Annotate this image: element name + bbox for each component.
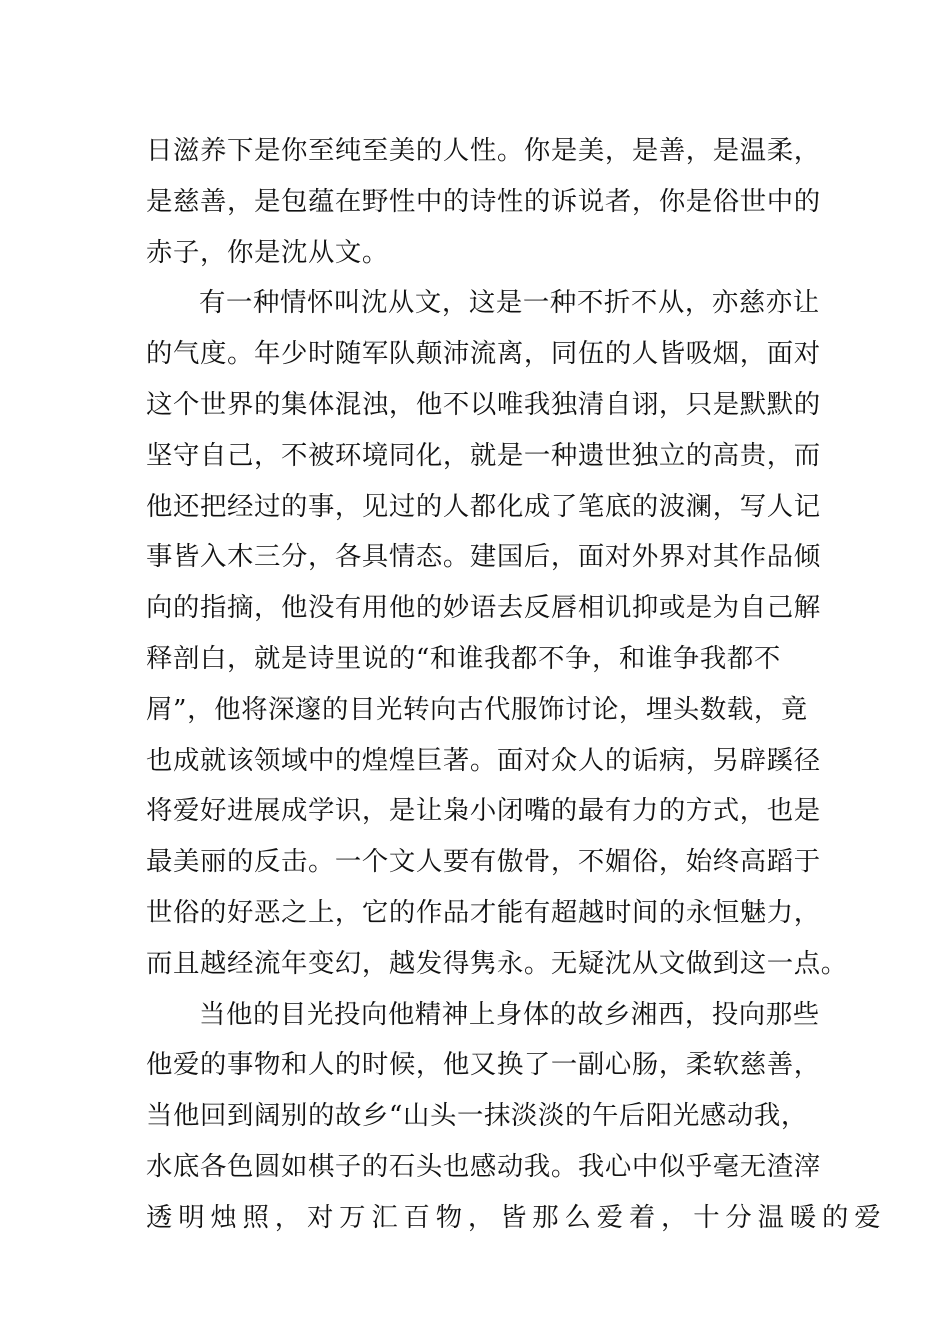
- paragraph-first-line: 当他的目光投向他精神上身体的故乡湘西，投向那些: [199, 998, 820, 1030]
- text-line: 而且越经流年变幻，越发得隽永。无疑沈从文做到这一点。: [146, 947, 848, 979]
- body-text: [146, 126, 887, 1244]
- text-line: 他还把经过的事，见过的人都化成了笔底的波澜，写人记: [146, 490, 821, 522]
- text-line: 屑”，他将深邃的目光转向古代服饰讨论，埋头数载，竟: [146, 693, 808, 725]
- text-line: 的气度。年少时随军队颠沛流离，同伍的人皆吸烟，面对: [146, 338, 821, 370]
- text-line: 向的指摘，他没有用他的妙语去反唇相讥抑或是为自己解: [146, 592, 821, 624]
- text-line: 世俗的好恶之上，它的作品才能有超越时间的永恒魅力，: [146, 896, 821, 928]
- text-line: 他爱的事物和人的时候，他又换了一副心肠，柔软慈善，: [146, 1049, 821, 1081]
- text-line: 水底各色圆如棋子的石头也感动我。我心中似乎毫无渣滓: [146, 1150, 821, 1182]
- text-line: 日滋养下是你至纯至美的人性。你是美，是善，是温柔，: [146, 135, 821, 166]
- text-line: 坚守自己，不被环境同化，就是一种遗世独立的高贵，而: [146, 439, 821, 471]
- text-line: 是慈善，是包蕴在野性中的诗性的诉说者，你是俗世中的: [146, 185, 821, 217]
- text-line: 释剖白，就是诗里说的“和谁我都不争，和谁争我都不: [146, 642, 781, 674]
- text-line: 最美丽的反击。一个文人要有傲骨，不媚俗，始终高蹈于: [146, 846, 821, 878]
- text-line: 将爱好进展成学识，是让枭小闭嘴的最有力的方式，也是: [146, 795, 821, 827]
- paragraph-first-line: 有一种情怀叫沈从文，这是一种不折不从，亦慈亦让: [199, 287, 820, 319]
- text-line: 这个世界的集体混浊，他不以唯我独清自诩，只是默默的: [146, 388, 821, 420]
- text-line: 赤子，你是沈从文。: [146, 236, 389, 268]
- text-line: 透明烛照，对万汇百物，皆那么爱着，十分温暖的爱: [146, 1201, 887, 1233]
- text-line: 事皆入木三分，各具情态。建国后，面对外界对其作品倾: [146, 541, 821, 573]
- text-line: 也成就该领域中的煌煌巨著。面对众人的诟病，另辟蹊径: [146, 744, 821, 776]
- text-line: 当他回到阔别的故乡“山头一抹淡淡的午后阳光感动我，: [146, 1100, 808, 1132]
